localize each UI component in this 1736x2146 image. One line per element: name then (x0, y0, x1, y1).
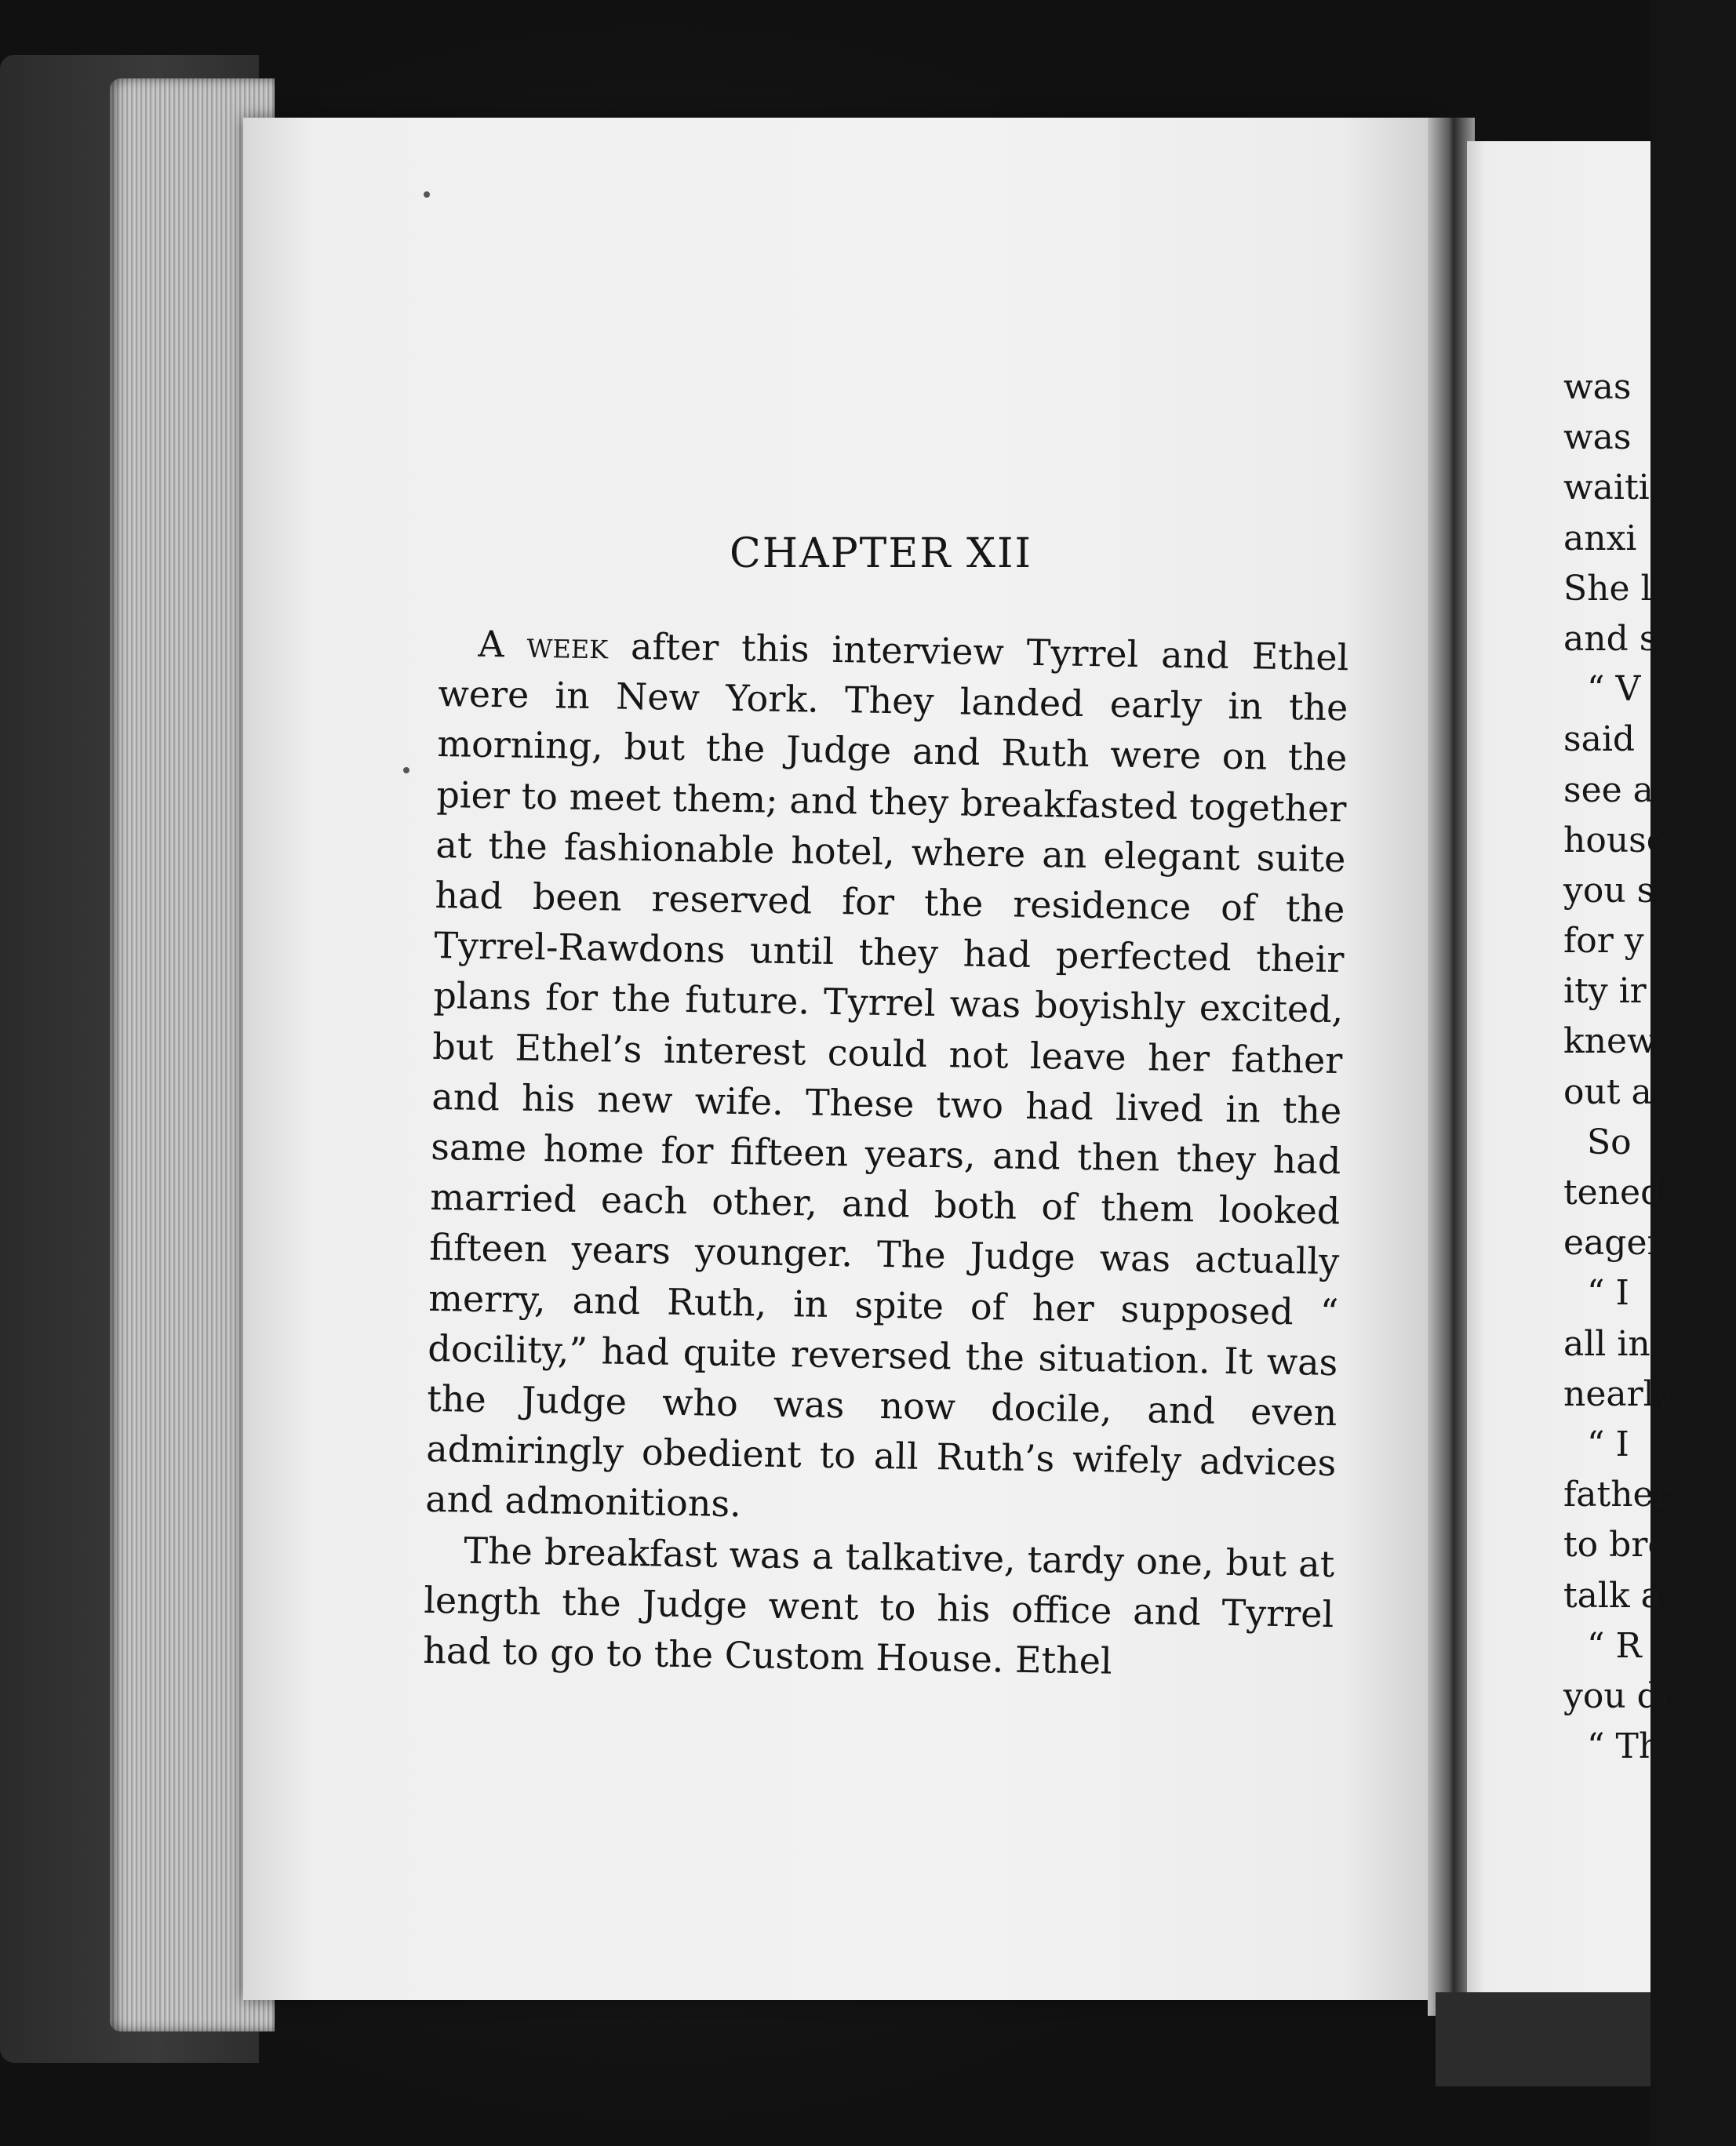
paper-speck (403, 767, 409, 773)
left-page-body (423, 618, 1349, 1690)
right-line: “ R (1587, 1625, 1642, 1666)
right-line: waiti (1563, 467, 1650, 508)
right-line: to bre (1563, 1525, 1669, 1566)
right-line: tened (1563, 1173, 1663, 1213)
right-line: ity ir (1563, 971, 1647, 1012)
paragraph (423, 1525, 1335, 1690)
right-line: you s (1563, 870, 1655, 911)
right-line: father (1563, 1475, 1670, 1515)
chapter-title: CHAPTER XII (730, 530, 1033, 577)
right-line: She l (1563, 568, 1652, 609)
right-line: and s (1563, 618, 1658, 659)
paragraph-text: The breakfast was a talkative, tardy one, but at length the Judge went to his office and Tyrrel had to go to the Custom House. Ethel (422, 1529, 1335, 1682)
right-line: out a (1563, 1071, 1652, 1112)
right-page-body (1563, 362, 1736, 1772)
right-line: all in (1563, 1323, 1650, 1364)
right-line: was (1563, 367, 1632, 407)
right-line: eager (1563, 1223, 1664, 1264)
right-line: was (1563, 417, 1632, 458)
paper-speck (424, 191, 430, 198)
right-line: anxi (1563, 518, 1637, 558)
right-line: “ I (1587, 1273, 1629, 1314)
book-cover-right (1436, 1992, 1650, 2086)
paragraph-text: after this interview Tyrrel and Ethel were in New York. They landed early in the morning, but the Judge and Ruth were on the pier to meet them; and they breakfasted together at the fashionable hotel, where an elegant suite had been reserved for the residence of the Tyrrel-Rawdons until they had perfected their plans for the future. Tyrrel was boyishly excited, but Ethel’s interest could not leave her father and his new wife. These two had lived in the same home for fifteen years, and then they had married each other, and both of them looked fifteen years younger. The Judge was actually merry, and Ruth, in spite of her supposed “ docility,” had quite reversed the situation. It was the Judge who was now docile, and even admiringly obedient to all Ruth’s wifely advices and admonitions. (424, 624, 1349, 1526)
right-line: “ Th (1587, 1726, 1661, 1767)
paragraph (425, 618, 1349, 1539)
right-line: for y (1563, 921, 1644, 962)
right-line: talk a (1563, 1575, 1661, 1616)
right-line: house (1563, 820, 1667, 860)
right-line: knew (1563, 1021, 1657, 1062)
right-line: “ I (1587, 1424, 1629, 1464)
right-line: nearly (1563, 1373, 1674, 1414)
right-line: see a (1563, 769, 1654, 810)
right-line: said (1563, 719, 1636, 760)
right-line: you dr (1563, 1675, 1676, 1716)
right-line: So (1587, 1122, 1632, 1162)
paragraph-lead: A week (478, 622, 609, 667)
right-line: “ V (1587, 669, 1641, 710)
